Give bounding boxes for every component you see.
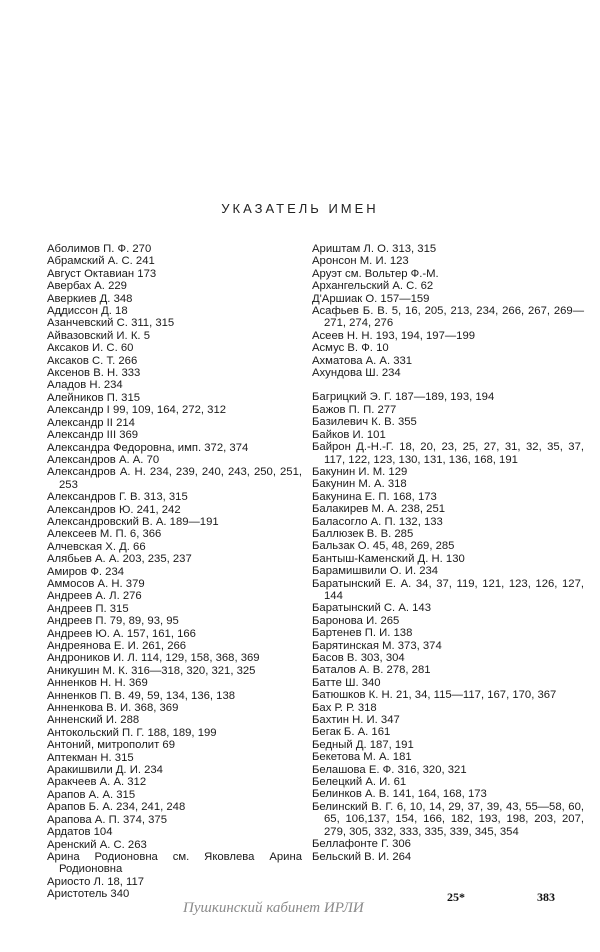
index-entry: Александров А. Н. 234, 239, 240, 243, 250, 251, 253 bbox=[47, 466, 302, 491]
index-entry: Багрицкий Э. Г. 187—189, 193, 194 bbox=[312, 391, 495, 404]
index-entry: Аммосов А. Н. 379 bbox=[47, 577, 145, 590]
index-entry: Беллафонте Г. 306 bbox=[312, 838, 411, 851]
index-entry: Ахматова А. А. 331 bbox=[312, 354, 413, 367]
index-entry: Бакунина Е. П. 168, 173 bbox=[312, 490, 437, 503]
index-entry: Андреев П. 315 bbox=[47, 602, 129, 615]
index-entry: Барятинская М. 373, 374 bbox=[312, 639, 442, 652]
index-entry: Белашова Е. Ф. 316, 320, 321 bbox=[312, 763, 467, 776]
index-entry: Байков И. 101 bbox=[312, 428, 386, 441]
index-entry: Бакунин М. А. 318 bbox=[312, 478, 407, 491]
index-entry: Аптекман Н. 315 bbox=[47, 751, 134, 764]
index-entry: Балакирев М. А. 238, 251 bbox=[312, 503, 446, 516]
index-entry: Абрамский А. С. 241 bbox=[47, 255, 155, 268]
index-entry: Андреев Ю. А. 157, 161, 166 bbox=[47, 627, 196, 640]
index-entry: Баратынский Е. А. 34, 37, 119, 121, 123, 126, 127, 144 bbox=[312, 577, 584, 602]
index-entry: Александров Ю. 241, 242 bbox=[47, 503, 181, 516]
page-title: УКАЗАТЕЛЬ ИМЕН bbox=[221, 201, 379, 216]
index-entry: Бах Р. Р. 318 bbox=[312, 701, 377, 714]
index-entry: Батюшков К. Н. 21, 34, 115—117, 167, 170, 367 bbox=[312, 689, 557, 702]
index-entry: Аддиссон Д. 18 bbox=[47, 305, 128, 318]
index-entry: Алексеев М. П. 6, 366 bbox=[47, 528, 162, 541]
index-entry: Баллюзек В. В. 285 bbox=[312, 527, 414, 540]
index-entry: Асафьев Б. В. 5, 16, 205, 213, 234, 266, 267, 269—271, 274, 276 bbox=[312, 305, 584, 330]
index-entry: Баласогло А. П. 132, 133 bbox=[312, 515, 443, 528]
index-column-left bbox=[47, 243, 302, 901]
index-entry: Аладов Н. 234 bbox=[47, 379, 123, 392]
index-entry: Баратынский С. А. 143 bbox=[312, 602, 431, 615]
index-entry: Азанчевский С. 311, 315 bbox=[47, 317, 175, 330]
index-entry: Асеев Н. Н. 193, 194, 197—199 bbox=[312, 329, 476, 342]
index-entry: Белинский В. Г. 6, 10, 14, 29, 37, 39, 43, 55—58, 60, 65, 106,137, 154, 166, 182, 193, 198, 203, 207, 279, 305, 332, 333, 335, 339, 345, 354 bbox=[312, 800, 584, 838]
index-entry: Алейников П. 315 bbox=[47, 391, 141, 404]
index-entry: Белецкий А. И. 61 bbox=[312, 776, 407, 789]
index-entry: Андреев А. Л. 276 bbox=[47, 590, 142, 603]
index-entry: Аренский А. С. 263 bbox=[47, 838, 147, 851]
index-entry: Аксаков И. С. 60 bbox=[47, 342, 134, 355]
index-entry: Аникушин М. К. 316—318, 320, 321, 325 bbox=[47, 664, 256, 677]
index-entry: Д'Аршиак О. 157—159 bbox=[312, 292, 430, 305]
index-column-right bbox=[312, 243, 584, 863]
index-entry: Аксаков С. Т. 266 bbox=[47, 354, 138, 367]
index-entry: Александр I 99, 109, 164, 272, 312 bbox=[47, 404, 227, 417]
index-entry: Баронова И. 265 bbox=[312, 614, 400, 627]
index-entry: Архангельский А. С. 62 bbox=[312, 280, 434, 293]
index-entry: Ахундова Ш. 234 bbox=[312, 367, 401, 380]
index-entry: Бедный Д. 187, 191 bbox=[312, 738, 414, 751]
index-entry: Арина Родионовна см. Яковлева Арина Родионовна bbox=[47, 850, 302, 876]
index-entry: Бекетова М. А. 181 bbox=[312, 751, 412, 764]
index-entry: Александров Г. В. 313, 315 bbox=[47, 491, 188, 504]
library-watermark: Пушкинский кабинет ИРЛИ bbox=[183, 900, 364, 916]
index-entry: Барамишвили О. И. 234 bbox=[312, 565, 439, 578]
index-entry: Александр III 369 bbox=[47, 429, 139, 442]
index-entry: Анненский И. 288 bbox=[47, 714, 140, 727]
index-entry: Басов В. 303, 304 bbox=[312, 652, 405, 664]
index-entry: Антоний, митрополит 69 bbox=[47, 739, 175, 752]
index-entry: Асмус В. Ф. 10 bbox=[312, 342, 389, 355]
index-entry: Бельский В. И. 264 bbox=[312, 850, 412, 863]
index-entry: Бакунин И. М. 129 bbox=[312, 465, 408, 478]
index-entry: Байрон Д.-Н.-Г. 18, 20, 23, 25, 27, 31, 32, 35, 37, 117, 122, 123, 130, 131, 136, 168, 191 bbox=[312, 441, 584, 466]
index-entry: Арапов Б. А. 234, 241, 248 bbox=[47, 801, 186, 814]
index-entry: Арапова А. П. 374, 375 bbox=[47, 813, 167, 826]
index-entry: Ардатов 104 bbox=[47, 826, 113, 839]
index-entry: Батте Ш. 340 bbox=[312, 676, 381, 689]
index-entry: Бегак Б. А. 161 bbox=[312, 726, 391, 739]
index-entry: Александр II 214 bbox=[47, 416, 135, 429]
index-entry: Анненкова В. И. 368, 369 bbox=[47, 702, 179, 715]
index-entry: Аболимов П. Ф. 270 bbox=[47, 243, 152, 255]
index-entry: Андреянова Е. И. 261, 266 bbox=[47, 640, 187, 652]
index-entry: Анненков Н. Н. 369 bbox=[47, 677, 148, 690]
index-entry: Бажов П. П. 277 bbox=[312, 403, 397, 416]
index-entry: Ариштам Л. О. 313, 315 bbox=[312, 243, 437, 255]
index-entry: Аверкиев Д. 348 bbox=[47, 292, 133, 305]
index-entry: Аруэт см. Вольтер Ф.-М. bbox=[312, 267, 439, 280]
index-entry: Бальзак О. 45, 48, 269, 285 bbox=[312, 540, 455, 553]
index-entry: Алябьев А. А. 203, 235, 237 bbox=[47, 553, 192, 566]
index-entry: Арапов А. А. 315 bbox=[47, 788, 136, 801]
index-entry: Авербах А. 229 bbox=[47, 280, 127, 293]
index-entry: Аристотель 340 bbox=[47, 888, 130, 901]
index-entry: Айвазовский И. К. 5 bbox=[47, 329, 150, 342]
index-entry: Белинков А. В. 141, 164, 168, 173 bbox=[312, 788, 487, 801]
index-entry: Бартенев П. И. 138 bbox=[312, 627, 413, 640]
index-entry: Аракчеев А. А. 312 bbox=[47, 776, 147, 789]
signature-mark: 25* bbox=[447, 890, 465, 904]
index-entry: Александров А. А. 70 bbox=[47, 453, 160, 466]
index-entry: Аксенов В. Н. 333 bbox=[47, 367, 141, 380]
index-entry: Антокольский П. Г. 188, 189, 199 bbox=[47, 726, 217, 739]
index-entry: Анненков П. В. 49, 59, 134, 136, 138 bbox=[47, 689, 236, 702]
page-number: 383 bbox=[537, 890, 555, 904]
index-entry: Андреев П. 79, 89, 93, 95 bbox=[47, 615, 179, 628]
index-entry: Ариосто Л. 18, 117 bbox=[47, 875, 145, 888]
index-entry: Алчевская Х. Д. 66 bbox=[47, 540, 146, 553]
index-entry: Александровский В. А. 189—191 bbox=[47, 515, 219, 528]
index-entry: Бахтин Н. И. 347 bbox=[312, 714, 400, 727]
index-entry: Базилевич К. В. 355 bbox=[312, 416, 417, 429]
index-entry: Август Октавиан 173 bbox=[47, 267, 157, 280]
index-entry: Баталов А. В. 278, 281 bbox=[312, 664, 431, 677]
index-entry: Аронсон М. И. 123 bbox=[312, 255, 409, 268]
index-entry: Амиров Ф. 234 bbox=[47, 565, 125, 578]
index-entry: Бантыш-Каменский Д. Н. 130 bbox=[312, 552, 465, 565]
index-entry: Александра Федоровна, имп. 372, 374 bbox=[47, 441, 249, 454]
index-entry: Аракишвили Д. И. 234 bbox=[47, 764, 163, 777]
index-entry: Андроников И. Л. 114, 129, 158, 368, 369 bbox=[47, 652, 260, 665]
